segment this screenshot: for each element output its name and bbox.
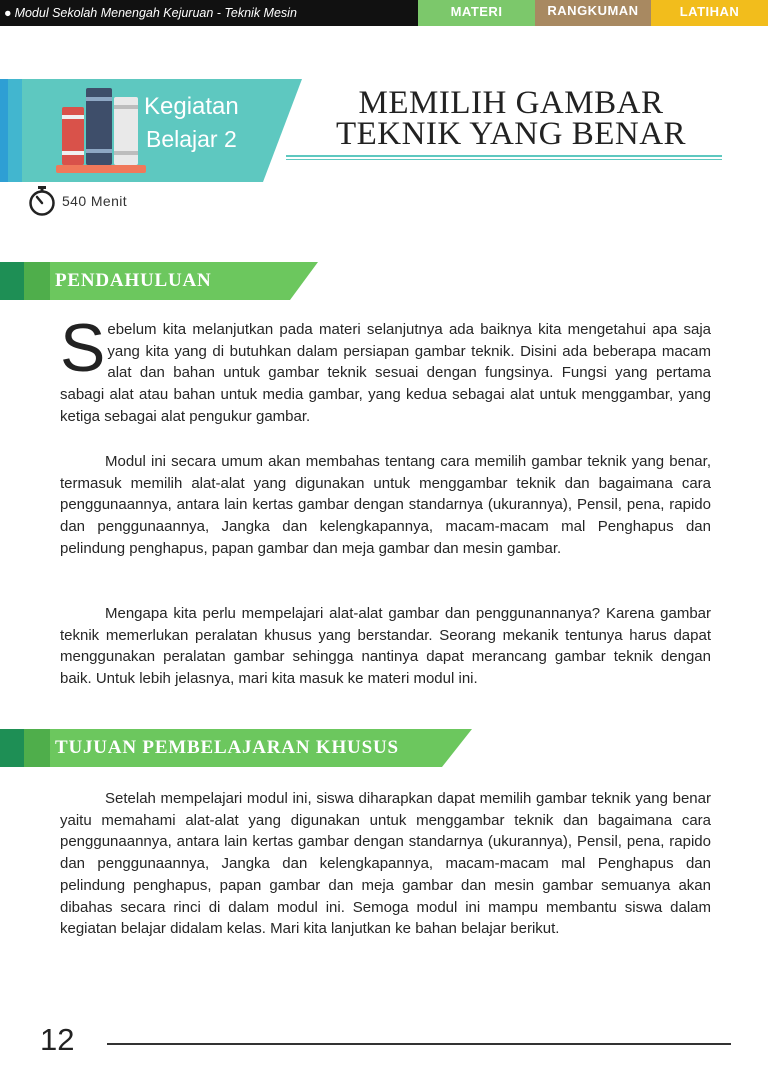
paragraph-intro-1 [60,310,711,428]
section-heading-label: PENDAHULUAN [55,270,212,291]
page-title-line-1: MEMILIH GAMBAR [358,85,664,121]
paragraph-tujuan-1: Setelah mempelajari modul ini, siswa diharapkan dapat memilih gambar teknik yang benar yaitu memahami alat-alat yang digunakan untuk menggambar teknik dan bagaimana cara penggunaannya, antara lain kertas gambar dengan standarnya (ukurannya), Pensil, pena, rapido dan penggunaannya, Jangka dan kelengkapannya, macam-macam mal Penghapus dan pelindung penghapus, papan gambar dan meja gambar dan mesin gambar semuanya akan dibahas secara rinci di dalam modul ini. Semoga modul ini mampu membantu siswa dalam kegiatan belajar didalam kelas. Mari kita lanjutkan ke bahan belajar berikut. [60,790,711,938]
footer-rule [107,1043,731,1045]
tab-latihan[interactable]: LATIHAN [651,0,768,26]
paragraph-intro-3: Mengapa kita perlu mempelajari alat-alat gambar dan penggunannanya? Karena gambar teknik memerlukan peralatan khusus yang berstandar. Seorang mekanik tentunya harus dapat menggunakan peralatan gambar sehingga nantinya dapat merancang gambar teknik dengan baik. Untuk lebih jelasnya, mari kita masuk ke materi modul ini. [60,605,711,688]
page-title-line-2: TEKNIK YANG BENAR [335,116,687,152]
books-icon [52,85,148,177]
page-number: 12 [40,1022,75,1057]
duration-text: 540 Menit [62,193,128,209]
drop-cap: S [60,310,106,386]
banner-title: Kegiatan [144,93,239,120]
page-title [296,85,726,152]
top-bar [0,0,768,26]
paragraph-intro-2: Modul ini secara umum akan membahas tentang cara memilih gambar teknik yang benar, termasuk memilih alat-alat yang digunakan untuk menggambar teknik dan bagaimana cara penggunaannya, antara lain kertas gambar dengan standarnya (ukurannya), Pensil, pena, rapido dan penggunaannya, Jangka dan kelengkapannya, macam-macam mal Penghapus dan pelindung penghapus, papan gambar dan meja gambar dan mesin gambar. [60,453,711,557]
banner-subtitle: Belajar 2 [146,126,237,152]
module-label-bar [0,0,418,26]
title-underline-thin [286,159,722,160]
tab-rangkuman[interactable]: RANGKUMAN [535,0,651,26]
stopwatch-icon [28,186,56,216]
section-heading-pendahuluan [0,262,320,300]
section-heading-tujuan [0,729,474,767]
section-heading-label: TUJUAN PEMBELAJARAN KHUSUS [55,737,399,758]
duration [28,184,127,218]
module-label: Modul Sekolah Menengah Kejuruan - Teknik Mesin [14,6,297,20]
tab-materi[interactable]: MATERI [418,0,535,26]
bullet-icon: ● [4,6,12,20]
title-underline [286,155,722,157]
paragraph-text: ebelum kita melanjutkan pada materi selanjutnya ada baiknya kita mengetahui apa saja yang kita yang di butuhkan dalam persiapan gambar teknik. Disini ada beberapa macam alat dan bahan untuk gambar teknik sesuai dengan fungsinya. Fungsi yang pertama sabagi alat atau bahan untuk media gambar, yang kedua sebagai alat untuk menggambar, yang ketiga sebagai alat pengukur gambar. [60,321,711,425]
